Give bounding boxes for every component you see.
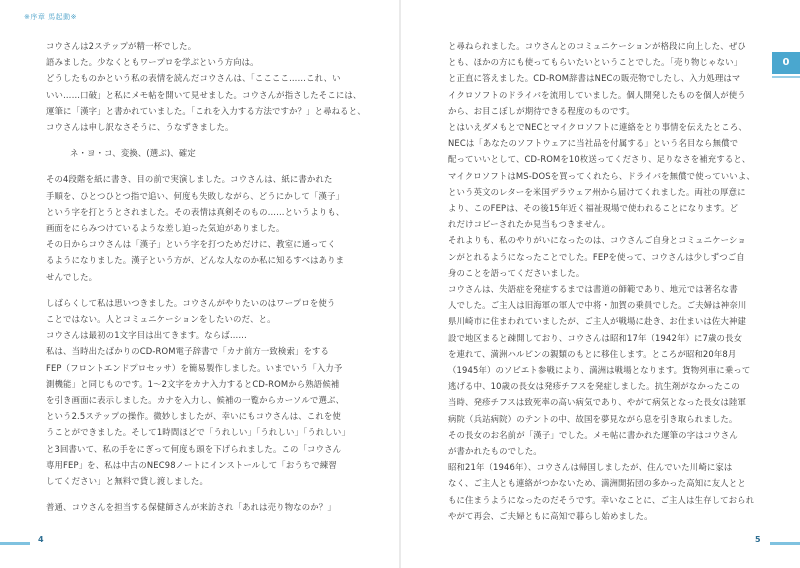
- text-line: どうしたものかという私の表情を読んだコウさんは、「ここここ……これ、い: [46, 73, 341, 84]
- text-line: を引き画面に表示しました。カナを入力し、候補の一覧からカーソルで選ぶ、: [46, 395, 345, 406]
- text-line: 逃げる中、10歳の長女は発疹チフスを発症しました。抗生剤がなかったこの: [448, 381, 740, 392]
- text-line: 手順を、ひとつひとつ指で追い、何度も失敗しながら、どうにかして「漢子」: [46, 190, 345, 201]
- text-line: という2.5ステップの操作。微妙しましたが、幸いにもコウさんは、これを使: [46, 411, 341, 422]
- text-line: その日からコウさんは「漢子」という字を打つためだけに、教室に通ってく: [46, 239, 336, 250]
- paragraph-gap: [46, 161, 366, 171]
- text-line: それよりも、私のやりがいになったのは、コウさんご自身とコミュニケーショ: [448, 235, 746, 246]
- text-line: を連れて、満洲ハルピンの親類のもとに移住します。ところが昭和20年8月: [448, 348, 737, 359]
- text-line: コウさんは、失語症を発症するまでは書道の師範であり、地元では著名な書: [448, 284, 738, 295]
- text-line: 測機能」と同じものです。1〜2文字をカナ入力するとCD-ROMから熟語候補: [46, 378, 340, 389]
- text-line: 身のことを語ってくださいました。: [448, 267, 585, 278]
- text-line: 運筆に「漢字」と書かれていました。「これを入力する方法ですか？」と尋ねると、: [46, 105, 366, 116]
- text-line: 昭和21年（1946年）、コウさんは帰国しましたが、住んでいた川崎に家は: [448, 462, 733, 473]
- text-line: という字を打とうとされました。その表情は真剣そのもの……というよりも、: [46, 206, 345, 217]
- running-head: ※序章 馬起動※: [24, 13, 77, 21]
- text-line: 県川崎市に住まわれていましたが、ご主人が戦場に赴き、お仕まいは佐大神建: [448, 316, 747, 327]
- text-line: ンがとれるようになったことでした。FEPを使って、コウさんは少しずつご自: [448, 251, 745, 262]
- text-line: 普通、コウさんを担当する保健師さんが来訪され「あれは売り物なのか？」: [46, 502, 336, 513]
- text-line: コウさんは2ステップが精一杯でした。: [46, 41, 197, 51]
- left-page-number: 4: [38, 535, 44, 544]
- text-line: （1945年）のソビエト参戦により、満洲は戦場となります。貨物列車に乗って: [448, 365, 751, 376]
- text-line: という英文のレターを米国デラウェア州から届けてくれました。両社の厚意に: [448, 186, 746, 197]
- text-line: と正直に答えました。CD-ROM辞書はNECの販売物でしたし、入力処理はマ: [448, 73, 741, 84]
- text-line: 配っていいとして、CD-ROMを10枚送ってくださり、足りなさを補充すると、: [448, 154, 751, 165]
- text-line: 人でした。ご主人は旧海軍の軍人で中将・加賀の乗員でした。ご夫婦は神奈川: [448, 300, 747, 311]
- text-line: とも、ほかの方にも使ってもらいたいということでした。「売り物じゃない」: [448, 57, 743, 68]
- text-line: 語みました。少なくともワープロを学ぶという方向は。: [46, 57, 259, 68]
- right-body-text: [448, 38, 758, 524]
- left-body-text: [46, 38, 366, 515]
- text-line: NECは「あなたのソフトウェアに当社品を付属する」という名目なら無償で: [448, 138, 739, 149]
- paragraph-gap: [46, 285, 366, 295]
- text-line: ネ・ヨ・コ、変換、(選ぶ)、確定: [70, 148, 196, 159]
- text-line: FEP（フロントエンドプロセッサ）を簡易製作しました。いまでいう「入力予: [46, 362, 343, 373]
- text-line: と尋ねられました。コウさんとのコミュニケーションが格段に向上した、ぜひ: [448, 41, 746, 51]
- text-line: 当時、発疹チフスは致死率の高い病気であり、やがて病気となった長女は陸軍: [448, 397, 747, 408]
- text-line: が書かれたものでした。: [448, 446, 542, 457]
- text-line: イクロソフトのドライバを流用していました。個人開発したものを個人が使う: [448, 89, 746, 100]
- paragraph-gap: [46, 489, 366, 499]
- text-line: 私は、当時出たばかりのCD-ROM電子辞書で「カナ前方一致検索」をする: [46, 346, 330, 357]
- text-line: いい……口破」と私にメモ帖を開いて見せました。コウさんが指さしたそこには、: [46, 89, 362, 100]
- text-line: と3回書いて、私の手をにぎって何度も頭を下げられました。この「コウさん: [46, 443, 342, 454]
- paragraph-gap: [46, 135, 366, 145]
- text-line: 画面をにらみつけているような差し迫った気迫がありました。: [46, 223, 285, 234]
- text-line: より、このFEPは、その後15年近く福祉現場で使われることになります。ど: [448, 203, 739, 214]
- text-line: なく、ご主人とも連絡がつかないため、満洲開拓団の多かった高知に友人とと: [448, 478, 746, 489]
- text-line: その4段階を紙に書き、目の前で実演しました。コウさんは、紙に書かれた: [46, 174, 333, 185]
- right-page: [400, 0, 800, 568]
- right-page-number-bar: [770, 542, 800, 545]
- text-line: 設で地区まると疎開しており、コウさんは昭和17年（1942年）に7歳の長女: [448, 332, 743, 343]
- text-line: うことができました。そして1時間ほどで「うれしい」「うれしい」「うれしい」: [46, 427, 350, 438]
- text-line: やがて再会、ご夫婦ともに高知で暮らし始めました。: [448, 510, 653, 521]
- text-line: 病院（兵站病院）のテントの中、故国を夢見ながら息を引き取られました。: [448, 413, 738, 424]
- text-line: もに住まうようになったのだそうです。幸いなことに、ご主人は生存しておられ: [448, 494, 755, 505]
- text-line: その長女のお名前が「漢子」でした。メモ帖に書かれた運筆の字はコウさん: [448, 429, 738, 440]
- left-page-number-bar: [0, 542, 30, 545]
- text-line: コウさんは最初の1文字目は出てきます。ならば……: [46, 330, 247, 341]
- text-line: から、お目こぼしが期待できる程度のものです。: [448, 105, 635, 116]
- text-line: れだけコピーされたか見当もつきません。: [448, 219, 611, 230]
- right-page-number: 5: [755, 535, 761, 544]
- text-line: してください」と無料で貸し渡しました。: [46, 476, 208, 487]
- chapter-tab-underline: [772, 76, 800, 78]
- text-line: せんでした。: [46, 271, 98, 282]
- text-line: コウさんは申し訳なさそうに、うなずきました。: [46, 122, 234, 133]
- text-line: マイクロソフトはMS-DOSを買ってくれたら、ドライバを無償で使っていいよ、: [448, 170, 755, 181]
- text-line: るようになりました。漢子という方が、どんな人なのか私に知るすべはありま: [46, 255, 345, 266]
- text-line: とはいえダメもとでNECとマイクロソフトに連絡をとり事情を伝えたところ、: [448, 122, 747, 133]
- chapter-tab: 0: [772, 52, 800, 74]
- text-line: しばらくして私は思いつきました。コウさんがやりたいのはワープロを使う: [46, 297, 336, 308]
- text-line: ことではない。人とコミュニケーションをしたいのだ、と。: [46, 314, 276, 325]
- text-line: 専用FEP」を、私は中古のNEC98ノートにインストールして「おうちで練習: [46, 459, 337, 470]
